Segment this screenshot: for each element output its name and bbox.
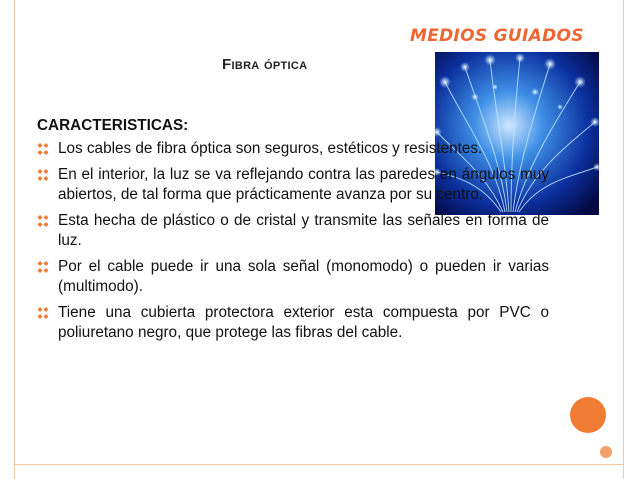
content-area [37,116,549,349]
quad-diamond-icon [37,169,49,181]
quad-diamond-icon [37,215,49,227]
bullet-text: Los cables de fibra óptica son seguros, estéticos y resistentes. [58,140,483,157]
bullet-text: Por el cable puede ir una sola señal (monomodo) o pueden ir varias (multimodo). [58,258,549,295]
list-item [37,165,549,205]
slide-title: Fibra óptica [222,56,308,73]
list-item [37,303,549,343]
list-item [37,211,549,251]
bullet-list [37,139,549,343]
quad-diamond-icon [37,261,49,273]
section-tag: MEDIOS GUIADOS [410,26,584,46]
decorative-circle-small [600,446,612,458]
section-heading: CARACTERISTICAS: [37,117,189,134]
bullet-text: Esta hecha de plástico o de cristal y transmite las señales en forma de luz. [58,212,549,249]
frame-left-line [14,0,15,479]
list-item [37,139,549,159]
quad-diamond-icon [37,143,49,155]
frame-right-line [623,0,624,479]
bullet-text: Tiene una cubierta protectora exterior esta compuesta por PVC o poliuretano negro, que protege las fibras del cable. [58,304,549,341]
decorative-circle-large [570,397,606,433]
list-item [37,257,549,297]
bullet-text: En el interior, la luz se va reflejando contra las paredes en ángulos muy abiertos, de tal forma que prácticamente avanza por su centro. [58,166,549,203]
frame-bottom-line [14,464,624,465]
quad-diamond-icon [37,307,49,319]
